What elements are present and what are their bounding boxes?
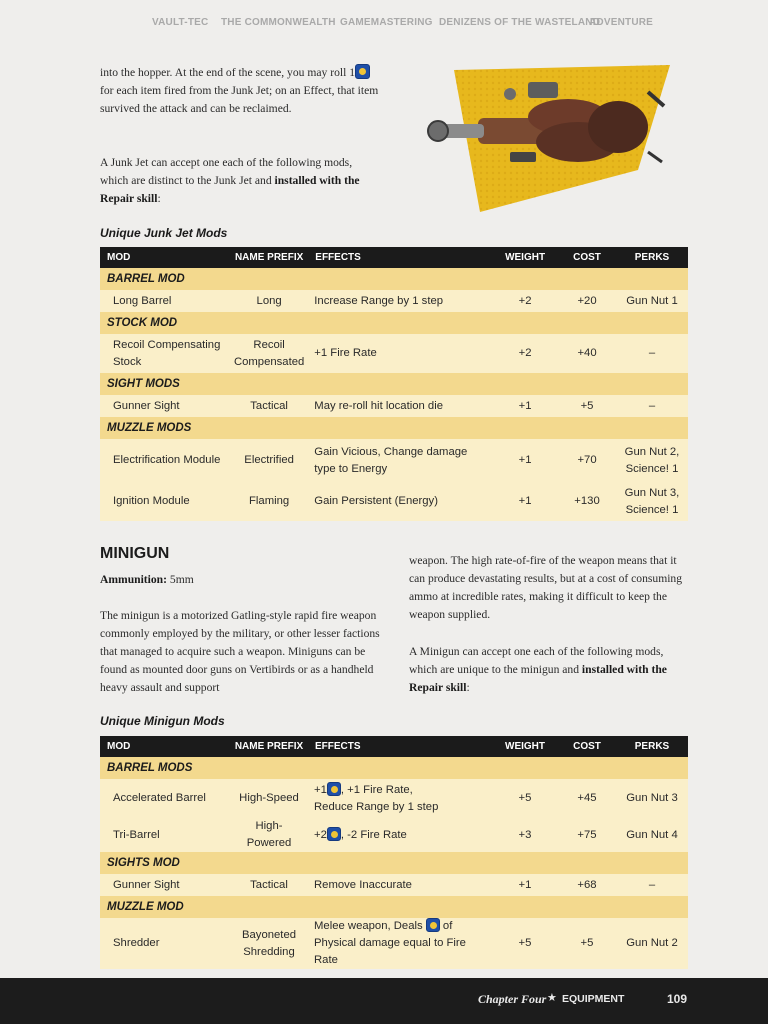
table-row [100, 779, 688, 818]
cell-perks: Gun Nut 2, Science! 1 [616, 439, 688, 482]
cell-mod: Ignition Module [100, 482, 230, 521]
category-row [100, 417, 688, 439]
minigun-paragraph-2: weapon. The high rate-of-fire of the weapon means that it can produce devastating results, but at a cost of consuming ammo at incredible rates, making it difficult to keep the weapon supplied. [409, 554, 683, 621]
page-footer [0, 978, 768, 1024]
cell-cost: +45 [558, 779, 616, 818]
nav-item-commonwealth[interactable]: THE COMMONWEALTH [221, 17, 336, 28]
cell-cost: +5 [558, 395, 616, 417]
cell-perks: – [616, 874, 688, 896]
col-header-mod: MOD [100, 247, 230, 268]
text-span: +1 [314, 783, 327, 796]
cell-perks: – [616, 334, 688, 373]
cell-effects: Increase Range by 1 step [308, 290, 492, 312]
cell-cost: +40 [558, 334, 616, 373]
cell-weight: +2 [492, 290, 558, 312]
combat-dice-icon [327, 827, 341, 841]
star-icon: ★ [547, 991, 557, 1004]
cell-prefix: Recoil Compensated [230, 334, 308, 373]
cell-mod: Gunner Sight [100, 874, 230, 896]
cell-weight: +5 [492, 918, 558, 969]
cell-weight: +1 [492, 482, 558, 521]
footer-chapter: Chapter Four [478, 992, 547, 1006]
ammunition-value: 5mm [167, 573, 194, 586]
cell-prefix: Bayoneted Shredding [230, 918, 308, 969]
table-row [100, 290, 688, 312]
cell-weight: +1 [492, 439, 558, 482]
cell-prefix: Electrified [230, 439, 308, 482]
footer-section: EQUIPMENT [562, 993, 625, 1005]
cell-perks: Gun Nut 3, Science! 1 [616, 482, 688, 521]
cell-effects [308, 779, 492, 818]
nav-item-vault-tec[interactable]: VAULT-TEC [152, 17, 209, 28]
intro-paragraph-2 [100, 154, 380, 208]
intro-paragraph-1 [100, 64, 380, 118]
cell-cost: +75 [558, 818, 616, 852]
text-span: : [157, 192, 161, 205]
table-row [100, 439, 688, 482]
cell-prefix: High-Speed [230, 779, 308, 818]
category-label: SIGHT MODS [100, 373, 688, 395]
table-row [100, 874, 688, 896]
text-span: A Junk Jet can accept one each of the following mods, which are distinct to the Junk Jet and [100, 156, 353, 187]
cell-effects: Gain Persistent (Energy) [308, 482, 492, 521]
cell-prefix: High-Powered [230, 818, 308, 852]
table-row [100, 482, 688, 521]
text-span: : [466, 681, 470, 694]
minigun-paragraph-3 [409, 643, 689, 697]
cell-cost: +130 [558, 482, 616, 521]
col-header-name-prefix: NAME PREFIX [230, 247, 308, 268]
combat-dice-icon [327, 782, 341, 796]
ammunition-label: Ammunition: [100, 573, 167, 586]
cell-effects: +1 Fire Rate [308, 334, 492, 373]
cell-mod: Electrification Module [100, 439, 230, 482]
category-label: SIGHTS MOD [100, 852, 688, 874]
cell-perks: Gun Nut 1 [616, 290, 688, 312]
minigun-mods-table [100, 736, 688, 969]
junk-jet-mods-table [100, 247, 688, 521]
junk-jet-illustration [418, 62, 688, 217]
cell-prefix: Long [230, 290, 308, 312]
cell-mod: Gunner Sight [100, 395, 230, 417]
text-span: A Minigun can accept one each of the following mods, which are unique to the minigun and [409, 645, 664, 676]
cell-perks: Gun Nut 3 [616, 779, 688, 818]
minigun-table-title: Unique Minigun Mods [100, 714, 225, 728]
combat-dice-icon [426, 918, 440, 932]
table-row [100, 395, 688, 417]
nav-item-adventure[interactable]: ADVENTURE [589, 17, 654, 28]
junk-jet-table-title: Unique Junk Jet Mods [100, 226, 228, 240]
cell-effects [308, 818, 492, 852]
text-span: of [439, 920, 453, 932]
cell-cost: +68 [558, 874, 616, 896]
cell-effects: May re-roll hit location die [308, 395, 492, 417]
category-label: MUZZLE MODS [100, 417, 688, 439]
col-header-perks: PERKS [616, 247, 688, 268]
ammunition-line [100, 571, 380, 589]
cell-cost: +20 [558, 290, 616, 312]
cell-prefix: Tactical [230, 395, 308, 417]
cell-weight: +2 [492, 334, 558, 373]
cell-weight: +3 [492, 818, 558, 852]
col-header-cost: COST [558, 736, 616, 757]
cell-perks: Gun Nut 2 [616, 918, 688, 969]
col-header-effects: EFFECTS [308, 247, 492, 268]
col-header-effects: EFFECTS [308, 736, 492, 757]
cell-weight: +5 [492, 779, 558, 818]
text-span: for each item fired from the Junk Jet; on an Effect, that item survived the attack and can be reclaimed. [100, 84, 379, 115]
nav-item-denizens[interactable]: DENIZENS OF THE WASTELAND [439, 17, 601, 28]
cell-mod: Recoil Compensating Stock [100, 334, 230, 373]
text-span: Reduce Range by 1 step [314, 800, 439, 813]
bold-text: installed with the Repair skill [100, 174, 360, 205]
table-header-row [100, 736, 688, 757]
cell-perks: Gun Nut 4 [616, 818, 688, 852]
category-row [100, 852, 688, 874]
table-row [100, 918, 688, 969]
text-span: into the hopper. At the end of the scene, you may roll 1 [100, 66, 356, 79]
category-label: MUZZLE MOD [100, 896, 688, 918]
col-header-mod: MOD [100, 736, 230, 757]
category-row [100, 373, 688, 395]
minigun-paragraph-1: The minigun is a motorized Gatling-style rapid fire weapon commonly employed by the military, or other lesser factions that managed to acquire such a weapon. Miniguns can be found as mounted door guns on Vertibirds or as a handheld heavy assault and support [100, 609, 380, 694]
combat-dice-icon [355, 64, 370, 79]
cell-mod: Accelerated Barrel [100, 779, 230, 818]
category-label: BARREL MODS [100, 757, 688, 779]
cell-cost: +70 [558, 439, 616, 482]
category-label: STOCK MOD [100, 312, 688, 334]
text-span: Melee weapon, Deals [314, 920, 426, 932]
text-span: , -2 Fire Rate [340, 828, 407, 841]
cell-mod: Tri-Barrel [100, 818, 230, 852]
cell-prefix: Tactical [230, 874, 308, 896]
text-span: +2 [314, 828, 327, 841]
text-span: Physical damage equal to Fire Rate [314, 937, 466, 966]
cell-effects: Remove Inaccurate [308, 874, 492, 896]
cell-mod: Long Barrel [100, 290, 230, 312]
page-number: 109 [667, 992, 688, 1006]
table-header-row [100, 247, 688, 268]
table-row [100, 334, 688, 373]
col-header-name-prefix: NAME PREFIX [230, 736, 308, 757]
col-header-weight: WEIGHT [492, 736, 558, 757]
nav-item-gamemastering[interactable]: GAMEMASTERING [340, 17, 433, 28]
cell-effects [308, 918, 492, 969]
cell-weight: +1 [492, 874, 558, 896]
cell-cost: +5 [558, 918, 616, 969]
cell-mod: Shredder [100, 918, 230, 969]
cell-effects: Gain Vicious, Change damage type to Energy [308, 439, 492, 482]
category-label: BARREL MOD [100, 268, 688, 290]
category-row [100, 757, 688, 779]
cell-weight: +1 [492, 395, 558, 417]
minigun-heading: MINIGUN [100, 545, 170, 562]
col-header-perks: PERKS [616, 736, 688, 757]
bold-text: installed with the Repair skill [409, 663, 667, 694]
cell-prefix: Flaming [230, 482, 308, 521]
table-row [100, 818, 688, 852]
text-span: , +1 Fire Rate, [340, 783, 413, 796]
category-row [100, 268, 688, 290]
col-header-cost: COST [558, 247, 616, 268]
cell-perks: – [616, 395, 688, 417]
category-row [100, 896, 688, 918]
col-header-weight: WEIGHT [492, 247, 558, 268]
category-row [100, 312, 688, 334]
